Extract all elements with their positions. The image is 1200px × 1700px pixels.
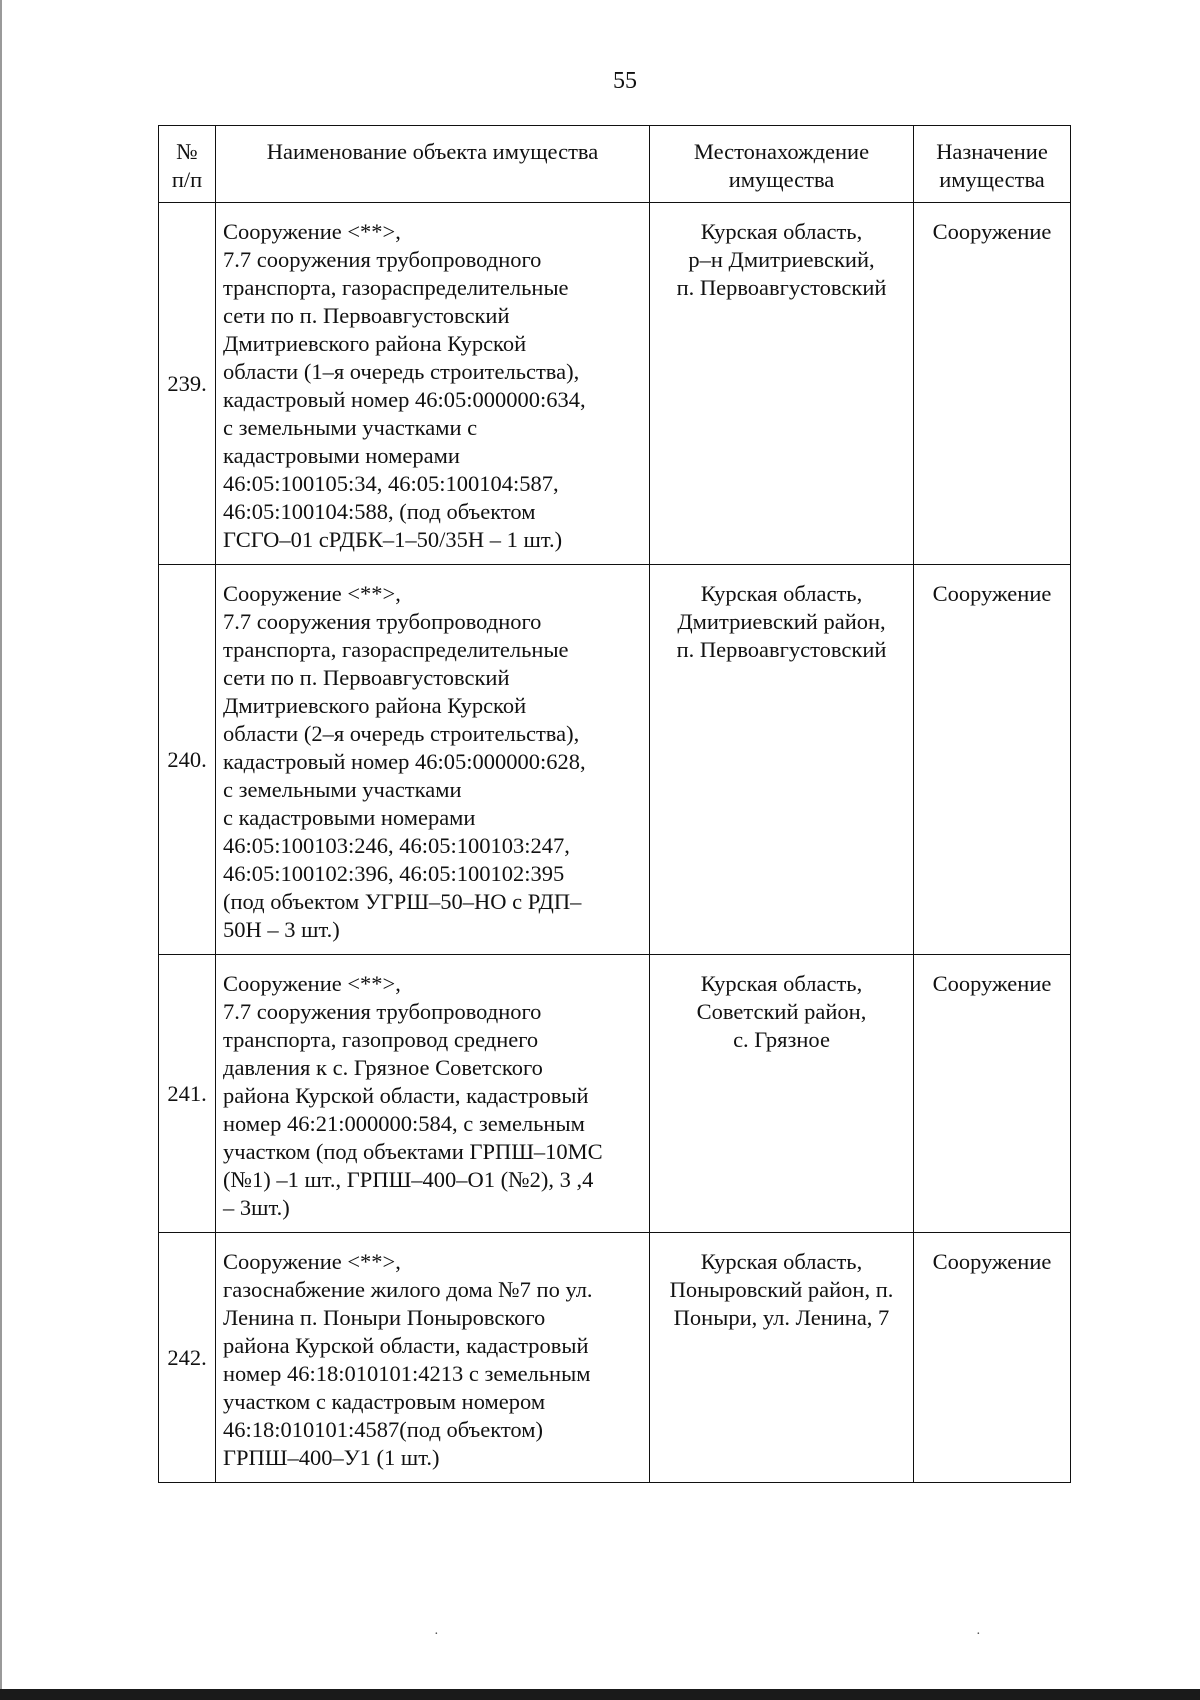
location-line: Курская область, bbox=[700, 219, 863, 244]
location-line: Поныри, ул. Ленина, 7 bbox=[673, 1305, 890, 1330]
object-name-line: 46:05:100102:396, 46:05:100102:395 bbox=[223, 861, 565, 886]
object-name-line: области (1–я очередь строительства), bbox=[223, 359, 580, 384]
location-line: с. Грязное bbox=[733, 1027, 830, 1052]
object-name-line: района Курской области, кадастровый bbox=[223, 1333, 589, 1358]
object-name-line: 46:18:010101:4587(под объектом) bbox=[223, 1417, 543, 1442]
location-line: Дмитриевский район, bbox=[677, 609, 886, 634]
object-name-line: 46:05:100105:34, 46:05:100104:587, bbox=[223, 471, 559, 496]
scan-left-edge bbox=[0, 0, 2, 1700]
object-name-line: Дмитриевского района Курской bbox=[223, 331, 527, 356]
object-name-line: – 3шт.) bbox=[223, 1195, 290, 1220]
object-name-line: Дмитриевского района Курской bbox=[223, 693, 527, 718]
object-name-line: участком с кадастровым номером bbox=[223, 1389, 546, 1414]
location-line: Курская область, bbox=[700, 581, 863, 606]
location-cell bbox=[650, 565, 914, 955]
table-row bbox=[159, 203, 1071, 565]
object-name-line: кадастровый номер 46:05:000000:628, bbox=[223, 749, 586, 774]
object-name-line: Сооружение <**>, bbox=[223, 219, 401, 244]
object-name-line: с кадастровыми номерами bbox=[223, 805, 476, 830]
header-purpose-line: имущества bbox=[939, 167, 1045, 192]
property-table bbox=[158, 125, 1071, 1483]
row-number: 242. bbox=[159, 1233, 216, 1483]
object-name-line: района Курской области, кадастровый bbox=[223, 1083, 589, 1108]
location-line: п. Первоавгустовский bbox=[676, 275, 887, 300]
location-cell bbox=[650, 1233, 914, 1483]
table-body bbox=[159, 203, 1071, 1483]
purpose-cell: Сооружение bbox=[914, 1233, 1071, 1483]
object-name-line: 46:05:100103:246, 46:05:100103:247, bbox=[223, 833, 570, 858]
object-name-cell bbox=[216, 203, 650, 565]
object-name-line: кадастровыми номерами bbox=[223, 443, 460, 468]
header-num-line: п/п bbox=[171, 167, 203, 192]
purpose-cell: Сооружение bbox=[914, 203, 1071, 565]
object-name-cell bbox=[216, 955, 650, 1233]
location-line: Поныровский район, п. bbox=[669, 1277, 894, 1302]
object-name-line: транспорта, газопровод среднего bbox=[223, 1027, 539, 1052]
object-name-line: области (2–я очередь строительства), bbox=[223, 721, 580, 746]
row-number: 241. bbox=[159, 955, 216, 1233]
object-name-line: Сооружение <**>, bbox=[223, 971, 401, 996]
location-line: Курская область, bbox=[700, 1249, 863, 1274]
location-cell bbox=[650, 955, 914, 1233]
object-name-cell bbox=[216, 565, 650, 955]
location-line: п. Первоавгустовский bbox=[676, 637, 887, 662]
scan-speck: · bbox=[434, 1627, 439, 1642]
header-location-line: имущества bbox=[728, 167, 835, 192]
object-name-line: 7.7 сооружения трубопроводного bbox=[223, 999, 542, 1024]
object-name-line: 50Н – 3 шт.) bbox=[223, 917, 340, 942]
object-name-line: ГРПШ–400–У1 (1 шт.) bbox=[223, 1445, 440, 1470]
object-name-line: номер 46:18:010101:4213 с земельным bbox=[223, 1361, 591, 1386]
row-number: 239. bbox=[159, 203, 216, 565]
object-name-line: сети по п. Первоавгустовский bbox=[223, 665, 510, 690]
header-name-line: Наименование объекта имущества bbox=[266, 139, 599, 164]
object-name-cell bbox=[216, 1233, 650, 1483]
object-name-line: (под объектом УГРШ–50–НО с РДП– bbox=[223, 889, 582, 914]
object-name-line: с земельными участками bbox=[223, 777, 462, 802]
object-name-line: с земельными участками с bbox=[223, 415, 478, 440]
table-row bbox=[159, 1233, 1071, 1483]
location-cell bbox=[650, 203, 914, 565]
table-row bbox=[159, 955, 1071, 1233]
object-name-line: ГСГО–01 сРДБК–1–50/35Н – 1 шт.) bbox=[223, 527, 563, 552]
object-name-line: сети по п. Первоавгустовский bbox=[223, 303, 510, 328]
purpose-cell: Сооружение bbox=[914, 565, 1071, 955]
page-number: 55 bbox=[613, 68, 637, 94]
header-num bbox=[159, 126, 216, 203]
object-name-line: Сооружение <**>, bbox=[223, 581, 401, 606]
scan-speck: · bbox=[976, 1627, 981, 1642]
header-name bbox=[216, 126, 650, 203]
header-num-line: № bbox=[176, 139, 198, 164]
object-name-line: давления к с. Грязное Советского bbox=[223, 1055, 543, 1080]
object-name-line: 7.7 сооружения трубопроводного bbox=[223, 609, 542, 634]
object-name-line: 7.7 сооружения трубопроводного bbox=[223, 247, 542, 272]
object-name-line: Сооружение <**>, bbox=[223, 1249, 401, 1274]
object-name-line: участком (под объектами ГРПШ–10МС bbox=[223, 1139, 603, 1164]
object-name-line: Ленина п. Поныри Поныровского bbox=[223, 1305, 546, 1330]
object-name-line: газоснабжение жилого дома №7 по ул. bbox=[223, 1277, 593, 1302]
location-line: Курская область, bbox=[700, 971, 863, 996]
header-location bbox=[650, 126, 914, 203]
object-name-line: (№1) –1 шт., ГРПШ–400–О1 (№2), 3 ,4 bbox=[223, 1167, 594, 1192]
scan-bottom-edge bbox=[0, 1689, 1200, 1700]
location-line: Советский район, bbox=[696, 999, 867, 1024]
header-location-line: Местонахождение bbox=[693, 139, 870, 164]
header-purpose bbox=[914, 126, 1071, 203]
header-purpose-line: Назначение bbox=[936, 139, 1048, 164]
object-name-line: кадастровый номер 46:05:000000:634, bbox=[223, 387, 586, 412]
row-number: 240. bbox=[159, 565, 216, 955]
table-row bbox=[159, 565, 1071, 955]
object-name-line: 46:05:100104:588, (под объектом bbox=[223, 499, 536, 524]
object-name-line: номер 46:21:000000:584, с земельным bbox=[223, 1111, 585, 1136]
location-line: р–н Дмитриевский, bbox=[688, 247, 875, 272]
object-name-line: транспорта, газораспределительные bbox=[223, 275, 569, 300]
purpose-cell: Сооружение bbox=[914, 955, 1071, 1233]
table-header-row bbox=[159, 126, 1071, 203]
object-name-line: транспорта, газораспределительные bbox=[223, 637, 569, 662]
